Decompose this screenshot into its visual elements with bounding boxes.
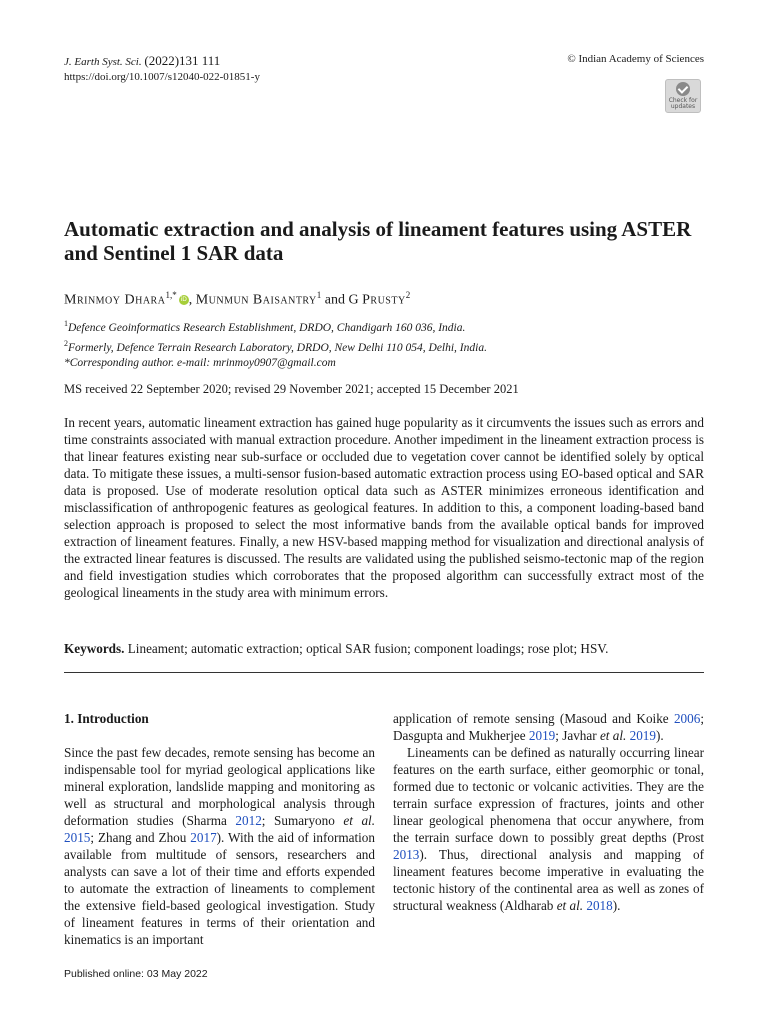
author-name: Prusty — [362, 292, 406, 308]
published-date: Published online: 03 May 2022 — [64, 968, 208, 980]
badge-line2: updates — [670, 103, 696, 110]
keywords-label: Keywords. — [64, 641, 125, 656]
citation-link[interactable]: 2015 — [64, 830, 91, 845]
paper-title: Automatic extraction and analysis of lineament features using ASTER and Sentinel 1 SAR data — [64, 217, 692, 265]
affiliation-2: Formerly, Defence Terrain Research Laboratory, DRDO, New Delhi 110 054, Delhi, India. — [68, 341, 487, 354]
affil-sup: 2 — [64, 338, 68, 348]
section-heading: 1. Introduction — [64, 711, 149, 726]
affiliation-1: Defence Geoinformatics Research Establishment, DRDO, Chandigarh 160 036, India. — [68, 321, 466, 334]
keywords-text: Lineament; automatic extraction; optical SAR fusion; component loadings; rose plot; HSV. — [127, 641, 609, 656]
orcid-icon[interactable]: iD — [180, 296, 187, 304]
affiliations — [64, 316, 487, 371]
intro-paragraph-1: Since the past few decades, remote sensing has become an indispensable tool for myriad geological applications like mineral exploration, landslide mapping and monitoring as well as structural and morphological analysis through deformation studies (Sharma 2012; Sumaryono et al. 2015; Zhang and Zhou 2017). With the aid of information available from multitude of sensors, researchers and analysts can save a lot of their time and efforts expended to automate the extraction of lineaments to complement the extensive field-based geological investigation. Study of lineament features in terms of their orientation and kinematics is an important — [64, 745, 375, 947]
author-sup: 1 — [316, 290, 322, 300]
keywords — [64, 641, 704, 657]
author-sup: 1,* — [165, 290, 177, 300]
citation-link[interactable]: 2012 — [235, 813, 262, 828]
doi-link[interactable]: https://doi.org/10.1007/s12040-022-01851-y — [64, 71, 260, 83]
journal-header — [64, 53, 260, 85]
citation-link[interactable]: 2017 — [190, 830, 217, 845]
left-column — [64, 710, 375, 948]
journal-name: J. Earth Syst. Sci. — [64, 56, 142, 68]
author-sup: 2 — [405, 290, 411, 300]
citation-link[interactable]: 2019 — [626, 728, 656, 743]
citation-link[interactable]: 2013 — [393, 847, 420, 862]
citation-link[interactable]: 2019 — [528, 728, 556, 743]
check-for-updates-badge[interactable] — [665, 79, 701, 113]
intro-paragraph-2: Lineaments can be defined as naturally occurring linear features on the earth surface, either geomorphic or tonal, formed due to tectonic or volcanic activities. They are the terrain surface expression of fractures, joints and other linear geological phenomena that occur anywhere, from the terrain surface down to possibly great depths (Prost 2013). Thus, directional analysis and mapping of lineament features become imperative in evaluating the tectonic history of the continental area as well as zones of structural weakness (Aldharab et al. 2018). — [393, 745, 704, 913]
author-list: Mrinmoy Dhara$^{1,*}$ iD , Munmun Baisantry$^1$ and G Prusty$^2$ — [64, 290, 411, 308]
intro-paragraph-1-cont: application of remote sensing (Masoud and Koike 2006; Dasgupta and Mukherjee 2019; Javhar et al. 2019). — [393, 711, 704, 743]
abstract: In recent years, automatic lineament extraction has gained huge popularity as it circumvents the issues such as errors and time constraints associated with manual extraction procedure. Another impediment in the lineament extraction process is that linear features existing near sub-surface or occluded due to vegetation cover cannot be identified solely by optical data. To mitigate these issues, a multi-sensor fusion-based automatic extraction process using EO-based optical and SAR data is proposed. Use of moderate resolution optical data such as ASTER minimizes erroneous identification and misclassification of anthropogenic features as geological features. In addition to this, a component loading-based band selection approach is proposed to select the most informative bands from the available optical bands for improved extraction of lineament features. Finally, a new HSV-based mapping method for visualization and directional analysis of the extracted linear features is discussed. The results are validated using the published seismo-tectonic map of the region and field investigation studies which corroborates that the proposed algorithm can successfully extract most of the geological lineaments in the study area with minimum errors. — [64, 415, 704, 600]
corresponding-author: *Corresponding author. e-mail: mrinmoy0907@gmail.com — [64, 356, 336, 369]
author-name: Munmun Baisantry — [195, 292, 317, 308]
section-divider — [64, 672, 704, 673]
received-dates: MS received 22 September 2020; revised 29 November 2021; accepted 15 December 2021 — [64, 382, 519, 396]
citation-link[interactable]: 2018 — [583, 898, 613, 913]
copyright-notice: © Indian Academy of Sciences — [567, 53, 704, 65]
journal-volume: (2022)131 111 — [144, 53, 221, 68]
author-conjunction: and G — [324, 292, 359, 308]
right-column — [393, 710, 704, 914]
citation-link[interactable]: 2006 — [673, 711, 701, 726]
affil-sup: 1 — [64, 319, 68, 328]
check-icon — [676, 82, 690, 96]
author-name: Mrinmoy Dhara — [64, 292, 166, 308]
badge-line1: Check for — [668, 97, 698, 104]
